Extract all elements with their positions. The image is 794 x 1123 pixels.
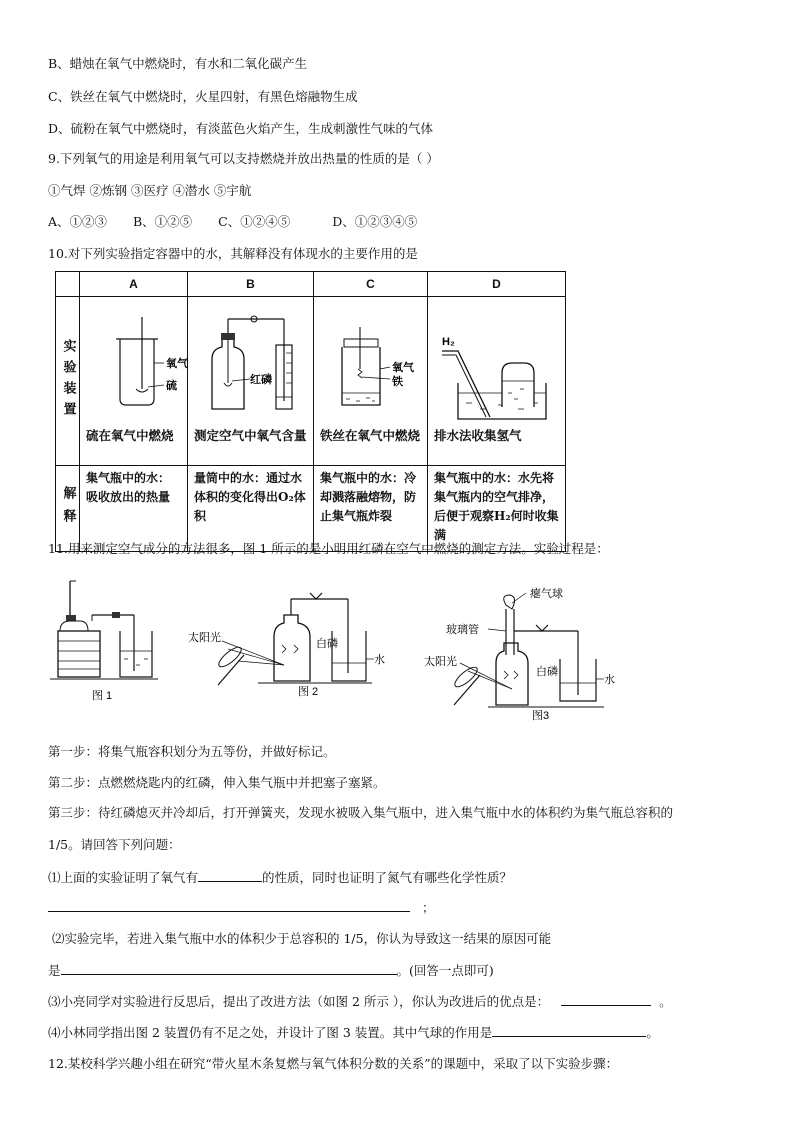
- fig3-water-label: 水: [604, 674, 615, 686]
- explanation-c: 集气瓶中的水：冷却溅落融熔物，防止集气瓶炸裂: [314, 466, 428, 552]
- q11-part1: ⑴上面的实验证明了氧气有 的性质，同时也证明了氮气有哪些化学性质？: [48, 870, 513, 885]
- label-a-oxygen: 氧气: [166, 358, 188, 370]
- q11-step3-cont: 1/5。请回答下列问题：: [48, 837, 181, 852]
- q9-choice-a: A、①②③: [48, 214, 108, 229]
- figure-2: [188, 593, 385, 698]
- q11-step1: 第一步：将集气瓶容积划分为五等份，并做好标记。: [48, 744, 336, 759]
- fig2-water-label: 水: [374, 654, 385, 666]
- q11-part4: ⑷小林同学指出图 2 装置仍有不足之处，并设计了图 3 装置。其中气球的作用是 。: [48, 1025, 659, 1040]
- q11-part2: ⑵实验完毕，若进入集气瓶中水的体积少于总容积的 1/5，你认为导致这一结果的原因可能: [52, 931, 552, 946]
- q9-choice-b: B、①②⑤: [133, 214, 193, 229]
- q9-items: ①气焊 ②炼钢 ③医疗 ④潜水 ⑤宇航: [48, 183, 252, 198]
- fig3-glass-tube-label: 玻璃管: [446, 624, 479, 636]
- header-d: D: [428, 272, 566, 297]
- q10-stem: 10.对下列实验指定容器中的水，其解释没有体现水的主要作用的是: [48, 246, 418, 261]
- q8-option-b: B、蜡烛在氧气中燃烧时，有水和二氧化碳产生: [48, 56, 308, 71]
- answer-blank-1b[interactable]: [48, 899, 410, 912]
- fig2-sunlight-label: 太阳光: [188, 632, 221, 644]
- diagram-hydrogen-collection: [428, 297, 566, 425]
- q8-option-c: C、铁丝在氧气中燃烧时，火星四射，有黑色熔融物生成: [48, 89, 358, 104]
- q9-choice-c: C、①②④⑤: [218, 214, 291, 229]
- q9-stem: 9.下列氧气的用途是利用氧气可以支持燃烧并放出热量的性质的是（ ）: [48, 151, 439, 166]
- fig1-caption: 图 1: [92, 690, 113, 702]
- explanation-d: 集气瓶中的水：水先将集气瓶内的空气排净，后便于观察H₂何时收集满: [428, 466, 566, 552]
- caption-a: 硫在氧气中燃烧: [86, 428, 174, 443]
- label-b-red-phosphorus: 红磷: [250, 374, 272, 386]
- q11-stem: 11.用来测定空气成分的方法很多，图 1 所示的是小明用红磷在空气中燃烧的测定方法。实验过程是：: [48, 541, 609, 556]
- fig2-caption: 图 2: [298, 686, 319, 698]
- caption-c: 铁丝在氧气中燃烧: [320, 428, 421, 443]
- diagram-sulfur-burning: [80, 297, 188, 425]
- row-label-apparatus: 实验装置: [56, 297, 80, 466]
- figure-1: [50, 581, 158, 702]
- q11-part1-line2: ；: [48, 899, 435, 916]
- diagram-iron-burning: [314, 297, 428, 425]
- fig2-white-phosphorus-label: 白磷: [316, 638, 338, 650]
- fig3-balloon-label: 瘪气球: [530, 588, 563, 600]
- q11-part3: ⑶小亮同学对实验进行反思后，提出了改进方法（如图 2 所示 ），你认为改进后的优点是： 。: [48, 994, 672, 1009]
- fig3-white-phosphorus-label: 白磷: [536, 666, 558, 678]
- explanation-b: 量筒中的水：通过水体积的变化得出O₂体积: [188, 466, 314, 552]
- answer-blank-2[interactable]: [61, 962, 397, 975]
- figure-3: [424, 586, 615, 722]
- q11-figures: [48, 575, 748, 725]
- label-d-hydrogen: H₂: [442, 336, 455, 348]
- header-a: A: [80, 272, 188, 297]
- q10-table: [55, 271, 566, 552]
- answer-blank-1a[interactable]: [198, 869, 262, 882]
- caption-b: 测定空气中氧气含量: [194, 428, 307, 443]
- label-c-oxygen: 氧气: [392, 362, 414, 374]
- fig3-sunlight-label: 太阳光: [424, 656, 457, 668]
- row-label-explanation: 解释: [56, 466, 80, 552]
- q8-option-d: D、硫粉在氧气中燃烧时，有淡蓝色火焰产生，生成刺激性气味的气体: [48, 121, 434, 136]
- q11-part2-line2: 是 。(回答一点即可): [48, 963, 494, 978]
- diagram-oxygen-content: [188, 297, 314, 425]
- q12-stem: 12.某校科学兴趣小组在研究“带火星木条复燃与氧气体积分数的关系”的课题中，采取了以下实验步骤：: [48, 1056, 619, 1071]
- label-a-sulfur: 硫: [166, 380, 177, 392]
- header-c: C: [314, 272, 428, 297]
- q9-choices: [48, 214, 417, 230]
- answer-blank-3[interactable]: [561, 993, 651, 1006]
- header-b: B: [188, 272, 314, 297]
- q11-step3: 第三步：待红磷熄灭并冷却后，打开弹簧夹，发现水被吸入集气瓶中，进入集气瓶中水的体积约为集气瓶总容积的: [48, 805, 674, 820]
- caption-d: 排水法收集氢气: [434, 428, 522, 443]
- q9-choice-d: D、①②③④⑤: [332, 214, 418, 229]
- label-c-iron: 铁: [392, 376, 403, 388]
- answer-blank-4[interactable]: [492, 1024, 646, 1037]
- fig3-caption: 图3: [532, 710, 550, 722]
- explanation-a: 集气瓶中的水：吸收放出的热量: [80, 466, 188, 552]
- q11-step2: 第二步：点燃燃烧匙内的红磷，伸入集气瓶中并把塞子塞紧。: [48, 775, 386, 790]
